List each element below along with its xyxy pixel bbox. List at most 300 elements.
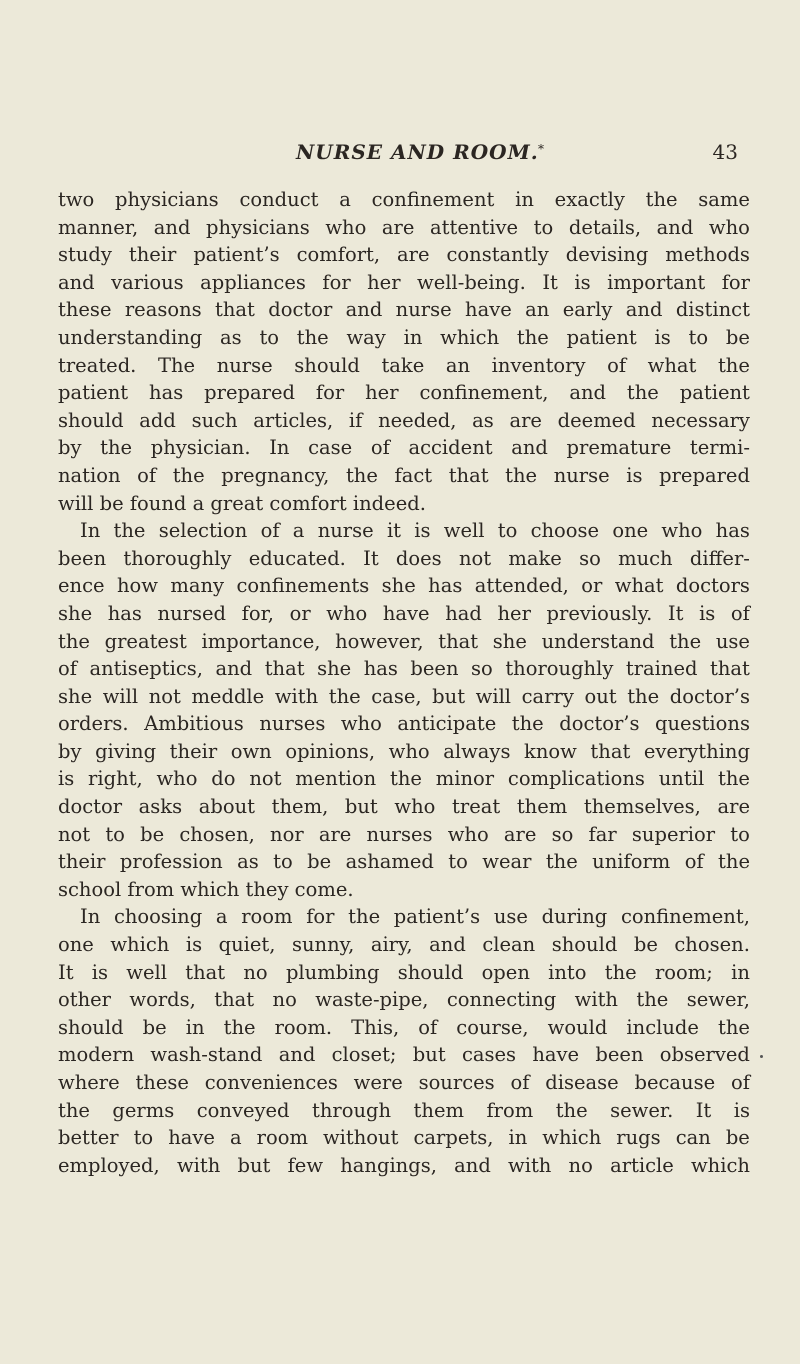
word: however, [335, 629, 424, 653]
word: well-being. [417, 270, 526, 294]
word: which [110, 933, 170, 957]
word: various [111, 270, 184, 294]
word: if [348, 408, 363, 432]
word: has [363, 657, 398, 681]
word: profession [119, 850, 223, 874]
word: sewer, [686, 988, 750, 1012]
word: the [717, 767, 750, 791]
word: the [223, 1015, 256, 1039]
word: the [505, 463, 538, 487]
word: who [708, 215, 750, 239]
word: no [243, 960, 268, 984]
word: has [715, 519, 750, 543]
word: who [661, 519, 703, 543]
word: and [215, 657, 253, 681]
word: greatest [104, 629, 187, 653]
word: use [493, 905, 528, 929]
word: doctors [675, 574, 750, 598]
word: is [58, 767, 75, 791]
word: of [730, 1071, 750, 1094]
word: she [317, 657, 352, 681]
text-line [58, 628, 750, 656]
word: nurse [216, 353, 273, 377]
body-text [58, 186, 750, 1179]
word: necessary [651, 408, 750, 432]
word: she [492, 629, 527, 653]
word: pregnancy, [221, 463, 330, 487]
word: is [626, 463, 643, 487]
word: in [508, 1126, 528, 1150]
word: important [607, 270, 706, 294]
word: antiseptics, [89, 657, 203, 681]
word: exactly [554, 188, 625, 211]
word: she [381, 574, 416, 598]
word: the [718, 1015, 750, 1039]
word: doctor [268, 298, 333, 322]
word: The [157, 353, 196, 377]
word: of [730, 601, 750, 625]
text-line [58, 352, 750, 380]
word: always [443, 739, 511, 763]
word: should [397, 960, 464, 984]
word: the [345, 463, 378, 487]
word: chosen. [674, 933, 750, 957]
word: and [656, 215, 694, 239]
text-line [58, 241, 750, 269]
word: the [669, 629, 702, 653]
word: that [438, 629, 479, 653]
word: so [551, 822, 574, 846]
word: should [58, 408, 124, 432]
word: needed, [378, 408, 457, 432]
word: doctor [58, 795, 123, 819]
word: but [412, 1043, 446, 1067]
word: the [113, 519, 146, 543]
text-line [58, 1152, 750, 1180]
word: plumbing [285, 960, 380, 984]
word: everything [643, 739, 750, 763]
word: reasons [124, 298, 202, 322]
word: of [260, 519, 280, 543]
word: she [58, 684, 93, 708]
word: Ambitious [144, 712, 244, 736]
word: of [684, 850, 704, 874]
word: themselves, [583, 795, 701, 819]
word: questions [655, 712, 750, 736]
word: as [237, 850, 259, 874]
word: are [717, 795, 750, 819]
word: a [292, 519, 305, 543]
word: physicians [206, 215, 310, 239]
word: that [215, 298, 255, 322]
word: chosen, [179, 822, 255, 846]
word: and [429, 933, 466, 957]
word: the [627, 684, 660, 708]
word: include [626, 1015, 699, 1039]
word: case [308, 436, 353, 460]
word: room [256, 1126, 308, 1150]
word: which [690, 1153, 750, 1177]
word: cases [461, 1043, 517, 1067]
word: for, [241, 601, 274, 625]
word: should [551, 933, 618, 957]
word: such [191, 408, 238, 432]
word: well [443, 519, 485, 543]
word: attentive [430, 215, 519, 239]
word: the [348, 905, 381, 929]
word: have [465, 298, 512, 322]
word: would [547, 1015, 608, 1039]
word: or [289, 601, 311, 625]
word: a [339, 188, 351, 211]
word: that [264, 657, 305, 681]
word: nurse [317, 519, 374, 543]
word: them [413, 1098, 464, 1122]
word: In [80, 519, 101, 543]
text-line [58, 683, 750, 711]
word: thoroughly [505, 657, 614, 681]
word: do [211, 767, 236, 791]
word: where [58, 1071, 120, 1094]
word: the [58, 629, 90, 653]
word: who [326, 601, 368, 625]
word: are [509, 408, 542, 432]
word: confinement [371, 188, 495, 211]
text-line [58, 517, 750, 545]
word: rugs [616, 1126, 661, 1150]
word: This, [351, 1015, 400, 1039]
word: it [386, 519, 402, 543]
word: to [497, 519, 518, 543]
word: who [325, 215, 367, 239]
word: is [733, 1098, 750, 1122]
word: to [730, 822, 750, 846]
word: the [645, 188, 678, 211]
word: their [169, 739, 218, 763]
word: the [511, 712, 544, 736]
text-line [58, 1124, 750, 1152]
word: devising [565, 243, 649, 267]
word: way [346, 325, 386, 349]
word: patient [679, 381, 750, 405]
word: connecting [446, 988, 557, 1012]
word: articles, [253, 408, 334, 432]
text-line [58, 324, 750, 352]
text-line [58, 765, 750, 793]
word: the [100, 436, 133, 460]
word: in [403, 325, 423, 349]
word: know [524, 739, 577, 763]
word: to [259, 325, 280, 349]
word: but [344, 795, 378, 819]
word: will [475, 684, 512, 708]
word: until [658, 767, 705, 791]
text-line [58, 1069, 750, 1097]
word: to [688, 325, 709, 349]
word: been [595, 1043, 644, 1067]
word: quiet, [218, 933, 276, 957]
text-line [58, 214, 750, 242]
word: from [486, 1098, 534, 1122]
word: who [156, 767, 198, 791]
word: be [633, 933, 658, 957]
word: what [647, 353, 697, 377]
word: accident [408, 436, 493, 460]
word: use [715, 629, 750, 653]
word: methods [665, 243, 750, 267]
word: far [588, 822, 617, 846]
text-line [58, 959, 750, 987]
word: not [58, 822, 91, 846]
word: doctor’s [559, 712, 640, 736]
word: is [699, 601, 716, 625]
word: the [390, 767, 422, 791]
word: nation [58, 463, 121, 487]
word: to [273, 850, 293, 874]
word: physician. [150, 436, 251, 460]
word: and [58, 270, 95, 294]
word: conveniences [204, 1071, 338, 1094]
text-line [58, 545, 750, 573]
word: early [562, 298, 613, 322]
word: are [397, 243, 430, 267]
text-line [58, 1014, 750, 1042]
word: or [581, 574, 603, 598]
word: orders. [58, 712, 129, 736]
word: them [516, 795, 568, 819]
word: ence [58, 574, 105, 598]
word: in [515, 188, 534, 211]
word: room. [274, 1015, 333, 1039]
word: which [542, 1126, 602, 1150]
word: nor [270, 822, 304, 846]
word: premature [566, 436, 672, 460]
word: the [545, 850, 578, 874]
word: the [328, 684, 361, 708]
word: of [510, 1071, 530, 1094]
word: appliances [200, 270, 306, 294]
word: observed [659, 1043, 750, 1067]
word: have [168, 1126, 215, 1150]
word: termi- [689, 436, 750, 460]
word: germs [112, 1098, 175, 1122]
word: nurse [395, 298, 452, 322]
word: anticipate [397, 712, 497, 736]
word: their [58, 850, 106, 874]
word: It [363, 546, 379, 570]
word: can [675, 1126, 711, 1150]
word: that [214, 988, 255, 1012]
word: attended, [474, 574, 569, 598]
text-line [58, 379, 750, 407]
word: minor [435, 767, 495, 791]
text-line [58, 655, 750, 683]
word: airy, [370, 933, 413, 957]
word: the [717, 353, 750, 377]
word: modern [58, 1043, 135, 1067]
word: constantly [446, 243, 549, 267]
text-line [58, 1041, 750, 1069]
text-line [58, 903, 750, 931]
word: carry [521, 684, 574, 708]
word: two [58, 188, 95, 211]
word: choosing [113, 905, 203, 929]
word: with [274, 684, 319, 708]
word: of [607, 353, 627, 377]
word: has [149, 381, 184, 405]
word: through [312, 1098, 392, 1122]
word: is [574, 270, 591, 294]
word: have [382, 601, 430, 625]
word: ashamed [345, 850, 434, 874]
word: be [142, 1015, 167, 1039]
word: conveyed [196, 1098, 290, 1122]
word: room [241, 905, 293, 929]
word: were [353, 1071, 403, 1094]
word: has [107, 601, 142, 625]
word: for [315, 381, 345, 405]
word: other [58, 988, 111, 1012]
word: with [508, 1153, 552, 1177]
text-line [58, 848, 750, 876]
word: own [230, 739, 272, 763]
word: words, [129, 988, 196, 1012]
word: patient [566, 325, 637, 349]
text-line: will be found a great comfort indeed. [58, 491, 426, 515]
word: conduct [239, 188, 319, 211]
word: prepared [204, 381, 295, 405]
word: waste-pipe, [315, 988, 429, 1012]
word: is [654, 325, 671, 349]
word: the [516, 325, 549, 349]
word: It [695, 1098, 712, 1122]
word: treated. [58, 353, 137, 377]
word: opinions, [285, 739, 376, 763]
text-line: school from which they come. [58, 877, 354, 901]
text-line [58, 821, 750, 849]
word: is [414, 519, 431, 543]
word: the [604, 960, 637, 984]
word: that [710, 657, 750, 681]
text-line [58, 600, 750, 628]
word: nurses [366, 822, 433, 846]
text-line [58, 710, 750, 738]
word: make [508, 546, 562, 570]
word: in [185, 1015, 205, 1039]
text-line [58, 434, 750, 462]
running-title: NURSE AND ROOM. [296, 140, 539, 164]
word: without [322, 1126, 399, 1150]
word: better [58, 1126, 119, 1150]
word: right, [88, 767, 143, 791]
word: confinement, [620, 905, 750, 929]
word: who [447, 822, 489, 846]
word: one [612, 519, 649, 543]
word: not [458, 546, 492, 570]
word: nurse [553, 463, 610, 487]
word: physicians [115, 188, 219, 211]
word: is [91, 960, 109, 984]
word: It [542, 270, 558, 294]
word: not [148, 684, 181, 708]
word: is [185, 933, 203, 957]
word: In [80, 905, 101, 929]
word: disease [545, 1071, 619, 1094]
word: for [306, 905, 335, 929]
word: out [584, 684, 617, 708]
word: take [381, 353, 425, 377]
word: she [58, 601, 93, 625]
word: superior [631, 822, 716, 846]
word: that [590, 739, 631, 763]
word: treat [452, 795, 501, 819]
word: should [58, 1015, 124, 1039]
word: inventory [491, 353, 586, 377]
word: open [481, 960, 530, 984]
text-line [58, 572, 750, 600]
word: add [139, 408, 176, 432]
word: about [198, 795, 256, 819]
word: are [381, 215, 415, 239]
page-header [60, 140, 748, 166]
word: to [133, 1126, 154, 1150]
word: for [322, 270, 351, 294]
word: of [137, 463, 157, 487]
text-line [58, 986, 750, 1014]
word: differ- [689, 546, 750, 570]
word: well [126, 960, 168, 984]
text-line [58, 269, 750, 297]
word: prepared [659, 463, 750, 487]
word: so [579, 546, 601, 570]
word: who [394, 795, 436, 819]
word: be [725, 325, 750, 349]
word: are [318, 822, 352, 846]
text-line [58, 738, 750, 766]
word: comfort, [296, 243, 381, 267]
word: and [511, 436, 548, 460]
word: be [725, 1126, 750, 1150]
word: that [448, 463, 489, 487]
word: does [395, 546, 442, 570]
word: their [128, 243, 177, 267]
word: nursed [157, 601, 227, 625]
word: distinct [675, 298, 750, 322]
text-line [58, 931, 750, 959]
stray-ink-mark [760, 1055, 763, 1058]
word: choose [530, 519, 600, 543]
word: how [116, 574, 158, 598]
word: confinements [236, 574, 370, 598]
word: which [440, 325, 500, 349]
word: her [365, 381, 399, 405]
word: and [569, 381, 606, 405]
word: the [718, 850, 750, 874]
word: will [102, 684, 139, 708]
word: giving [95, 739, 157, 763]
word: It [58, 960, 74, 984]
word: been [410, 657, 459, 681]
word: sources [418, 1071, 495, 1094]
word: trained [625, 657, 698, 681]
word: previously. [546, 601, 653, 625]
word: but [237, 1153, 271, 1177]
word: patient’s [193, 243, 280, 267]
word: be [307, 850, 332, 874]
word: mention [295, 767, 377, 791]
word: asks [138, 795, 183, 819]
word: employed, [58, 1153, 160, 1177]
